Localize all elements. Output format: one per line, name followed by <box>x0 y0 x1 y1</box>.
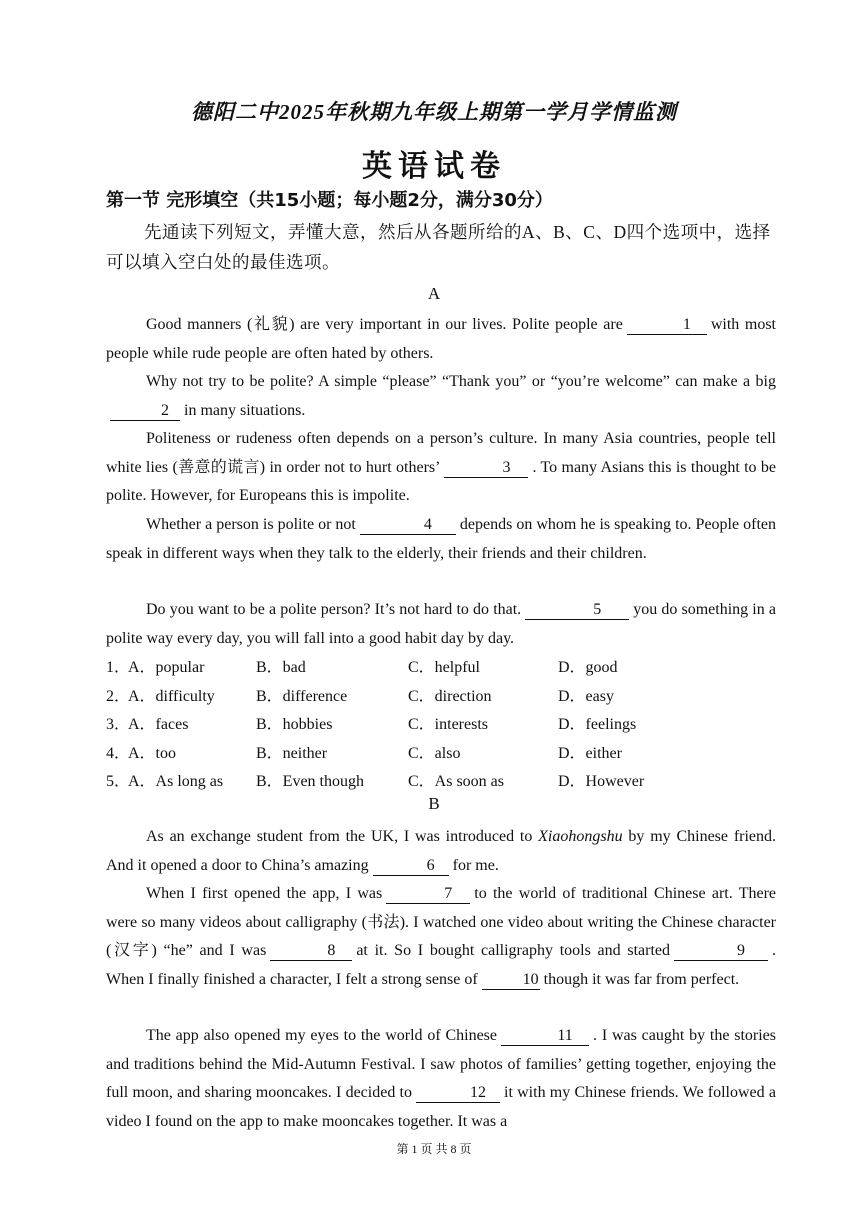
passage-a-paragraph-2 <box>106 368 776 425</box>
option-c: C．also <box>408 744 461 762</box>
blank-7: 7 <box>386 885 470 904</box>
section-heading: 第一节 完形填空（共15小题；每小题2分，满分30分） <box>106 190 553 211</box>
text-run: When I first opened the app, I was <box>146 885 383 902</box>
passage-a-paragraph-5 <box>106 596 776 653</box>
option-row <box>106 711 776 739</box>
text-run: by my Chinese friend. And it opened a door to China’s amazing <box>106 828 777 874</box>
passage-b-paragraph-3 <box>106 1022 776 1136</box>
blank-1: 1 <box>627 316 707 335</box>
option-a: A．faces <box>128 716 189 733</box>
text-run: in many situations. <box>184 401 306 419</box>
question-number: 5． <box>106 773 131 790</box>
passage-a-paragraph-4 <box>106 511 776 568</box>
blank-2: 2 <box>110 402 180 421</box>
blank-5: 5 <box>525 601 629 620</box>
passage-a-paragraph-3 <box>106 425 776 511</box>
blank-8: 8 <box>270 942 352 961</box>
text-run: As an exchange student from the UK, I was introduced to <box>146 828 533 845</box>
passage-b-paragraph-1 <box>106 823 776 880</box>
question-number: 4． <box>106 744 131 762</box>
option-a: A．As long as <box>128 773 224 790</box>
option-c: C．helpful <box>408 659 480 676</box>
option-b: B．neither <box>256 744 328 762</box>
text-run: . To many Asians this is thought to be polite. However, for Europeans this is impolite. <box>106 458 776 504</box>
passage-b-paragraph-2 <box>106 880 776 994</box>
option-a: A．difficulty <box>128 687 215 705</box>
app-name: Xiaohongshu <box>538 828 623 845</box>
text-run: it with my Chinese friends. We followed a video I found on the app to make mooncakes together. It was a <box>106 1084 776 1130</box>
text-run: to the world of traditional Chinese art. There were so many videos about calligraphy (书法). I watched one video about writing the Chinese character (汉字) “he” and I was <box>106 885 777 959</box>
exam-subtitle: 英语试卷 <box>362 150 506 183</box>
text-run: with most people while rude people are often hated by others. <box>106 316 776 362</box>
option-c: C．interests <box>408 716 488 733</box>
text-run: at it. So I bought calligraphy tools and started <box>356 942 670 959</box>
text-run: Politeness or rudeness often depends on a person’s culture. In many Asia countries, people tell white lies (善意的谎言) in order not to hurt others’ <box>106 430 776 476</box>
option-b: B．hobbies <box>256 716 333 733</box>
text-run: you do something in a polite way every day, you will fall into a good habit day by day. <box>106 601 776 647</box>
exam-title: 德阳二中2025年秋期九年级上期第一学月学情监测 <box>191 100 677 124</box>
text-run: for me. <box>452 856 499 874</box>
text-run: . When I finally finished a character, I felt a strong sense of <box>106 942 776 988</box>
option-d: D．feelings <box>558 716 637 733</box>
blank-4: 4 <box>360 516 456 535</box>
question-number: 3． <box>106 716 131 733</box>
blank-10: 10 <box>482 971 540 990</box>
text-run: depends on whom he is speaking to. People often speak in different ways when they talk to the elderly, their friends and their children. <box>106 516 776 562</box>
text-run: Why not try to be polite? A simple “please” “Thank you” or “you’re welcome” can make a big <box>146 373 776 390</box>
option-b: B．difference <box>256 687 348 705</box>
option-c: C．direction <box>408 687 492 705</box>
option-row <box>106 740 776 768</box>
option-b: B．bad <box>256 659 306 676</box>
option-d: D．easy <box>558 687 614 705</box>
option-d: D．However <box>558 773 645 790</box>
text-run: though it was far from perfect. <box>543 970 740 988</box>
blank-12: 12 <box>416 1084 500 1103</box>
option-d: D．good <box>558 659 618 676</box>
option-d: D．either <box>558 744 622 762</box>
option-row <box>106 683 776 711</box>
passage-a-label: A <box>427 284 441 303</box>
question-number: 1． <box>106 659 131 676</box>
blank-3: 3 <box>444 459 528 478</box>
option-row <box>106 654 776 682</box>
blank-11: 11 <box>501 1027 589 1046</box>
option-row <box>106 768 776 796</box>
question-number: 2． <box>106 687 131 705</box>
blank-6: 6 <box>373 857 449 876</box>
blank-9: 9 <box>674 942 768 961</box>
option-a: A．popular <box>128 659 205 676</box>
text-run: Whether a person is polite or not <box>146 516 356 533</box>
page-footer: 第 1 页 共 8 页 <box>396 1142 472 1156</box>
option-a: A．too <box>128 744 177 762</box>
text-run: The app also opened my eyes to the world of Chinese <box>146 1027 498 1044</box>
text-run: Do you want to be a polite person? It’s not hard to do that. <box>146 601 522 618</box>
section-instruction: 先通读下列短文，弄懂大意，然后从各题所给的A、B、C、D四个选项中，选择可以填入空白处的最佳选项。 <box>106 222 771 272</box>
text-run: . I was caught by the stories and traditions behind the Mid-Autumn Festival. I saw photos of families’ getting together, enjoying the full moon, and sharing mooncakes. I decided to <box>106 1027 776 1101</box>
text-run: Good manners (礼貌) are very important in our lives. Polite people are <box>146 316 623 333</box>
passage-b-label: B <box>428 794 440 813</box>
option-b: B．Even though <box>256 773 364 790</box>
option-c: C．As soon as <box>408 773 505 790</box>
passage-a-paragraph-1 <box>106 311 776 368</box>
